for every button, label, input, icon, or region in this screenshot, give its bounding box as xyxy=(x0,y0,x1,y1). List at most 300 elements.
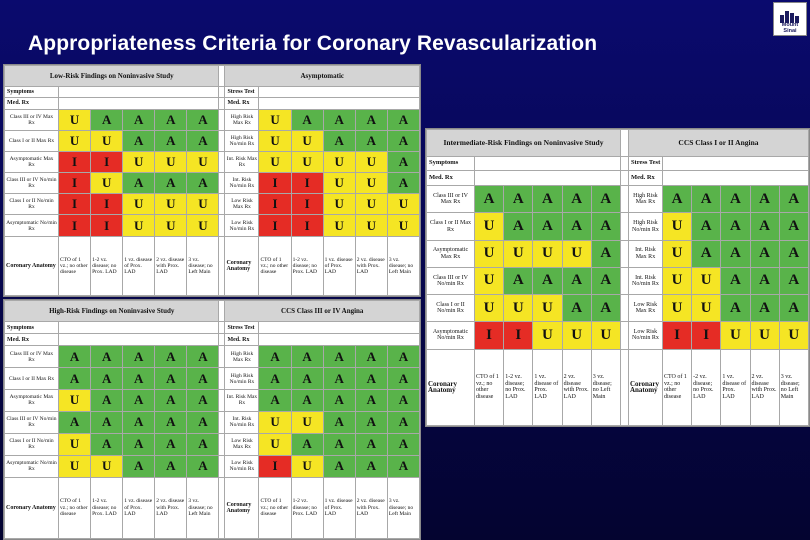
row-label: Class III or IV Max Rx xyxy=(427,186,475,213)
spacer-cell xyxy=(620,295,628,322)
row-label: Class I or II No/min Rx xyxy=(5,194,59,215)
subheader-label: Stress Test xyxy=(628,156,662,171)
rating-cell: A xyxy=(504,186,533,213)
row-label: Low Risk Max Rx xyxy=(225,194,259,215)
spacer-cell xyxy=(620,186,628,213)
rating-cell: I xyxy=(291,194,323,215)
row-label: Int. Risk Max Rx xyxy=(225,152,259,173)
anatomy-column: 1-2 vz. disease; no Prox. LAD xyxy=(91,236,123,295)
rating-cell: A xyxy=(721,213,750,240)
row-label: Low Risk No/min Rx xyxy=(225,455,259,477)
table-row xyxy=(427,322,809,349)
row-label: Class I or II No/min Rx xyxy=(427,295,475,322)
rating-cell: U xyxy=(504,240,533,267)
rating-cell: U xyxy=(692,267,721,294)
anatomy-column: 1-2 vz. disease; no Prox. LAD xyxy=(91,477,123,538)
rating-cell: A xyxy=(387,152,419,173)
rating-cell: A xyxy=(91,368,123,390)
subheader-row xyxy=(5,86,420,98)
header-row xyxy=(5,66,420,87)
rating-cell: A xyxy=(91,109,123,130)
rating-cell: I xyxy=(662,322,691,349)
row-label: High Risk No/min Rx xyxy=(628,213,662,240)
rating-cell: U xyxy=(59,433,91,455)
anatomy-column: 1 vz. disease of Prox. LAD xyxy=(123,236,155,295)
rating-cell: A xyxy=(259,346,291,368)
rating-cell: A xyxy=(721,267,750,294)
rating-cell: A xyxy=(187,346,219,368)
anatomy-column: CTO of 1 vz.; no other disease xyxy=(59,477,91,538)
rating-cell: U xyxy=(387,194,419,215)
rating-cell: I xyxy=(504,322,533,349)
left-section-header: High-Risk Findings on Noninvasive Study xyxy=(5,301,219,322)
rating-cell: A xyxy=(323,109,355,130)
rating-cell: U xyxy=(750,322,779,349)
rating-cell: A xyxy=(387,346,419,368)
row-label: Asymptomatic Max Rx xyxy=(5,152,59,173)
rating-cell: A xyxy=(692,240,721,267)
rating-cell: A xyxy=(323,368,355,390)
subheader-row xyxy=(5,98,420,110)
rating-cell: I xyxy=(91,194,123,215)
row-label: Asymptomatic No/min Rx xyxy=(5,215,59,236)
rating-cell: U xyxy=(662,267,691,294)
rating-cell: A xyxy=(59,368,91,390)
rating-cell: U xyxy=(323,194,355,215)
rating-cell: U xyxy=(779,322,808,349)
subheader-label: Symptoms xyxy=(5,86,59,98)
row-label: Int. Risk No/min Rx xyxy=(628,267,662,294)
rating-cell: U xyxy=(475,295,504,322)
row-label: High Risk No/min Rx xyxy=(225,130,259,151)
rating-cell: U xyxy=(123,215,155,236)
anatomy-column: 1-2 vz. disease; no Prox. LAD xyxy=(291,236,323,295)
rating-cell: A xyxy=(750,213,779,240)
coronary-anatomy-label: Coronary Anatomy xyxy=(225,236,259,295)
rating-cell: U xyxy=(355,173,387,194)
rating-cell: U xyxy=(355,194,387,215)
rating-cell: A xyxy=(91,411,123,433)
rating-cell: U xyxy=(59,455,91,477)
row-label: Int. Risk No/min Rx xyxy=(225,411,259,433)
rating-cell: A xyxy=(155,455,187,477)
rating-cell: A xyxy=(155,109,187,130)
subheader-row xyxy=(5,334,420,346)
rating-cell: A xyxy=(387,368,419,390)
rating-cell: A xyxy=(591,186,620,213)
blank-cell xyxy=(259,86,420,98)
rating-cell: A xyxy=(355,109,387,130)
header-row xyxy=(5,301,420,322)
anatomy-column: 2 vz. disease with Prox. LAD xyxy=(155,236,187,295)
rating-cell: A xyxy=(692,186,721,213)
anatomy-column: 1 vz. disease of Prox. LAD xyxy=(533,349,562,425)
rating-cell: U xyxy=(155,215,187,236)
blank-cell xyxy=(259,98,420,110)
left-section-header: Intermediate-Risk Findings on Noninvasive Study xyxy=(427,130,621,157)
rating-cell: A xyxy=(662,186,691,213)
rating-cell: A xyxy=(323,455,355,477)
rating-cell: A xyxy=(355,346,387,368)
table-row xyxy=(5,173,420,194)
rating-cell: A xyxy=(750,267,779,294)
spacer-cell xyxy=(620,240,628,267)
row-label: High Risk Max Rx xyxy=(628,186,662,213)
rating-cell: U xyxy=(355,215,387,236)
rating-cell: A xyxy=(291,389,323,411)
blank-cell xyxy=(59,322,219,334)
rating-cell: A xyxy=(123,433,155,455)
right-section-header: CCS Class III or IV Angina xyxy=(225,301,420,322)
row-label: High Risk No/min Rx xyxy=(225,368,259,390)
rating-cell: U xyxy=(504,295,533,322)
rating-cell: I xyxy=(259,194,291,215)
criteria-table-intermediate-risk xyxy=(426,129,809,426)
table-row xyxy=(5,346,420,368)
rating-cell: A xyxy=(91,389,123,411)
rating-cell: U xyxy=(259,109,291,130)
row-label: Asymptomatic No/min Rx xyxy=(427,322,475,349)
row-label: Int. Risk Max Rx xyxy=(225,389,259,411)
anatomy-column: 3 vz. disease; no Left Main xyxy=(779,349,808,425)
rating-cell: I xyxy=(475,322,504,349)
table-row xyxy=(427,295,809,322)
table-row xyxy=(5,389,420,411)
anatomy-column: CTO of 1 vz.; no other disease xyxy=(662,349,691,425)
footer-row xyxy=(5,477,420,538)
rating-cell: U xyxy=(475,240,504,267)
rating-cell: U xyxy=(291,130,323,151)
rating-cell: U xyxy=(291,152,323,173)
rating-cell: A xyxy=(155,173,187,194)
row-label: High Risk Max Rx xyxy=(225,109,259,130)
rating-cell: A xyxy=(355,389,387,411)
rating-cell: A xyxy=(591,267,620,294)
rating-cell: U xyxy=(187,194,219,215)
rating-cell: U xyxy=(475,213,504,240)
rating-cell: A xyxy=(187,130,219,151)
rating-cell: A xyxy=(533,267,562,294)
rating-cell: I xyxy=(259,455,291,477)
anatomy-column: 2 vz. disease with Prox. LAD xyxy=(355,236,387,295)
rating-cell: A xyxy=(187,389,219,411)
anatomy-column: 1 vz. disease of Prox. LAD xyxy=(123,477,155,538)
anatomy-column: 1-2 vz. disease; no Prox. LAD xyxy=(504,349,533,425)
anatomy-column: 1 vz. disease of Prox. LAD xyxy=(323,477,355,538)
rating-cell: A xyxy=(123,389,155,411)
coronary-anatomy-label: Coronary Anatomy xyxy=(628,349,662,425)
rating-cell: A xyxy=(779,186,808,213)
row-label: Class III or IV No/min Rx xyxy=(5,411,59,433)
table-row xyxy=(5,215,420,236)
rating-cell: U xyxy=(562,240,591,267)
rating-cell: U xyxy=(259,130,291,151)
anatomy-column: CTO of 1 vz.; no other disease xyxy=(475,349,504,425)
spacer-cell xyxy=(620,267,628,294)
row-label: High Risk Max Rx xyxy=(225,346,259,368)
rating-cell: A xyxy=(779,240,808,267)
rating-cell: U xyxy=(323,173,355,194)
table-row xyxy=(5,152,420,173)
blank-cell xyxy=(475,156,621,171)
rating-cell: U xyxy=(123,194,155,215)
blank-cell xyxy=(259,322,420,334)
table-row xyxy=(427,240,809,267)
rating-cell: A xyxy=(291,346,323,368)
rating-cell: I xyxy=(59,194,91,215)
rating-cell: U xyxy=(475,267,504,294)
row-label: Class III or IV No/min Rx xyxy=(427,267,475,294)
rating-cell: A xyxy=(323,411,355,433)
rating-cell: A xyxy=(387,173,419,194)
rating-cell: I xyxy=(59,173,91,194)
blank-cell xyxy=(662,156,808,171)
spacer-cell xyxy=(620,322,628,349)
rating-cell: U xyxy=(355,152,387,173)
rating-cell: A xyxy=(155,433,187,455)
header-row xyxy=(427,130,809,157)
anatomy-column: 1-2 vz. disease; no Prox. LAD xyxy=(291,477,323,538)
table-row xyxy=(427,213,809,240)
subheader-row xyxy=(427,156,809,171)
logo-text-1: Mount xyxy=(781,22,799,28)
row-label: Class I or II Max Rx xyxy=(5,368,59,390)
rating-cell: A xyxy=(291,433,323,455)
subheader-row xyxy=(427,171,809,186)
rating-cell: I xyxy=(59,215,91,236)
subheader-row xyxy=(5,322,420,334)
rating-cell: U xyxy=(91,455,123,477)
rating-cell: A xyxy=(721,186,750,213)
rating-cell: U xyxy=(187,152,219,173)
rating-cell: A xyxy=(123,411,155,433)
rating-cell: A xyxy=(59,346,91,368)
rating-cell: A xyxy=(562,267,591,294)
rating-cell: U xyxy=(291,411,323,433)
table-row xyxy=(5,194,420,215)
spacer-cell xyxy=(620,171,628,186)
rating-cell: U xyxy=(533,240,562,267)
rating-cell: A xyxy=(323,389,355,411)
rating-cell: I xyxy=(91,152,123,173)
rating-cell: A xyxy=(504,213,533,240)
rating-cell: U xyxy=(187,215,219,236)
subheader-label: Med. Rx xyxy=(225,98,259,110)
blank-cell xyxy=(259,334,420,346)
rating-cell: A xyxy=(291,109,323,130)
panel-high-risk xyxy=(3,299,421,540)
rating-cell: A xyxy=(259,368,291,390)
rating-cell: A xyxy=(475,186,504,213)
table-row xyxy=(5,411,420,433)
criteria-table-low-risk xyxy=(4,65,420,296)
row-label: Class III or IV Max Rx xyxy=(5,109,59,130)
coronary-anatomy-label: Coronary Anatomy xyxy=(225,477,259,538)
anatomy-column: 2 vz. disease with Prox. LAD xyxy=(562,349,591,425)
rating-cell: U xyxy=(59,130,91,151)
coronary-anatomy-label: Coronary Anatomy xyxy=(5,236,59,295)
rating-cell: A xyxy=(779,213,808,240)
rating-cell: I xyxy=(259,215,291,236)
anatomy-column: 2 vz. disease with Prox. LAD xyxy=(355,477,387,538)
rating-cell: U xyxy=(662,240,691,267)
rating-cell: A xyxy=(155,346,187,368)
rating-cell: U xyxy=(91,173,123,194)
blank-cell xyxy=(59,334,219,346)
rating-cell: A xyxy=(291,368,323,390)
table-row xyxy=(427,186,809,213)
table-row xyxy=(5,130,420,151)
subheader-label: Med. Rx xyxy=(628,171,662,186)
rating-cell: A xyxy=(692,213,721,240)
rating-cell: U xyxy=(323,152,355,173)
rating-cell: U xyxy=(387,215,419,236)
subheader-label: Stress Test xyxy=(225,86,259,98)
panel-intermediate-risk xyxy=(425,128,810,427)
rating-cell: A xyxy=(355,411,387,433)
row-label: Asymptomatic No/min Rx xyxy=(5,455,59,477)
rating-cell: U xyxy=(259,433,291,455)
subheader-label: Med. Rx xyxy=(5,334,59,346)
rating-cell: A xyxy=(562,186,591,213)
rating-cell: A xyxy=(91,346,123,368)
anatomy-column: 2 vz. disease with Prox. LAD xyxy=(750,349,779,425)
rating-cell: A xyxy=(187,455,219,477)
rating-cell: A xyxy=(323,346,355,368)
rating-cell: A xyxy=(123,368,155,390)
rating-cell: U xyxy=(721,322,750,349)
rating-cell: A xyxy=(123,130,155,151)
rating-cell: U xyxy=(123,152,155,173)
anatomy-column: CTO of 1 vz.; no other disease xyxy=(59,236,91,295)
slide-title: Appropriateness Criteria for Coronary Revascularization xyxy=(28,32,598,55)
rating-cell: A xyxy=(155,130,187,151)
anatomy-column: CTO of 1 vz.; no other disease xyxy=(259,236,291,295)
row-label: Class I or II Max Rx xyxy=(5,130,59,151)
rating-cell: A xyxy=(155,389,187,411)
rating-cell: A xyxy=(533,186,562,213)
rating-cell: A xyxy=(387,389,419,411)
rating-cell: A xyxy=(59,411,91,433)
rating-cell: A xyxy=(155,368,187,390)
anatomy-column: 3 vz. disease; no Left Main xyxy=(187,477,219,538)
rating-cell: A xyxy=(533,213,562,240)
rating-cell: U xyxy=(533,295,562,322)
rating-cell: A xyxy=(591,213,620,240)
table-row xyxy=(5,455,420,477)
row-label: Int. Risk No/min Rx xyxy=(225,173,259,194)
rating-cell: A xyxy=(323,433,355,455)
rating-cell: A xyxy=(123,109,155,130)
rating-cell: U xyxy=(533,322,562,349)
panel-low-risk xyxy=(3,64,421,297)
row-label: Class I or II Max Rx xyxy=(427,213,475,240)
spacer-cell xyxy=(620,156,628,171)
rating-cell: I xyxy=(91,215,123,236)
row-label: Int. Risk Max Rx xyxy=(628,240,662,267)
spacer-cell xyxy=(620,130,628,157)
blank-cell xyxy=(475,171,621,186)
rating-cell: A xyxy=(323,130,355,151)
row-label: Class III or IV Max Rx xyxy=(5,346,59,368)
anatomy-column: -2 vz. disease; no Prox. LAD xyxy=(692,349,721,425)
anatomy-column: 1 vz. disease of Prox. LAD xyxy=(323,236,355,295)
coronary-anatomy-label: Coronary Anatomy xyxy=(5,477,59,538)
left-section-header: Low-Risk Findings on Noninvasive Study xyxy=(5,66,219,87)
anatomy-column: 1 vz. disease of Prox. LAD xyxy=(721,349,750,425)
rating-cell: U xyxy=(692,295,721,322)
anatomy-column: 3 vz. disease; no Left Main xyxy=(187,236,219,295)
blank-cell xyxy=(662,171,808,186)
rating-cell: A xyxy=(387,130,419,151)
row-label: Asymptomatic Max Rx xyxy=(5,389,59,411)
subheader-label: Stress Test xyxy=(225,322,259,334)
rating-cell: A xyxy=(721,295,750,322)
row-label: Asymptomatic Max Rx xyxy=(427,240,475,267)
table-row xyxy=(5,109,420,130)
row-label: Low Risk No/min Rx xyxy=(225,215,259,236)
rating-cell: U xyxy=(155,152,187,173)
rating-cell: U xyxy=(323,215,355,236)
rating-cell: A xyxy=(779,295,808,322)
rating-cell: A xyxy=(721,240,750,267)
anatomy-column: 3 vz. disease; no Left Main xyxy=(591,349,620,425)
rating-cell: A xyxy=(387,411,419,433)
rating-cell: A xyxy=(123,346,155,368)
anatomy-column: 2 vz. disease with Prox. LAD xyxy=(155,477,187,538)
rating-cell: A xyxy=(187,173,219,194)
right-section-header: CCS Class I or II Angina xyxy=(628,130,808,157)
rating-cell: A xyxy=(123,455,155,477)
skyline-icon xyxy=(778,9,802,23)
rating-cell: A xyxy=(187,411,219,433)
rating-cell: A xyxy=(779,267,808,294)
coronary-anatomy-label: Coronary Anatomy xyxy=(427,349,475,425)
rating-cell: A xyxy=(591,295,620,322)
rating-cell: A xyxy=(355,433,387,455)
rating-cell: I xyxy=(692,322,721,349)
rating-cell: A xyxy=(355,368,387,390)
table-row xyxy=(5,433,420,455)
subheader-label: Symptoms xyxy=(427,156,475,171)
rating-cell: U xyxy=(155,194,187,215)
rating-cell: I xyxy=(291,215,323,236)
rating-cell: A xyxy=(504,267,533,294)
rating-cell: A xyxy=(387,455,419,477)
blank-cell xyxy=(59,98,219,110)
table-row xyxy=(427,267,809,294)
rating-cell: I xyxy=(291,173,323,194)
subheader-label: Med. Rx xyxy=(427,171,475,186)
rating-cell: A xyxy=(387,433,419,455)
rating-cell: A xyxy=(562,295,591,322)
criteria-table-high-risk xyxy=(4,300,420,539)
logo-text-2: Sinai xyxy=(783,27,797,34)
rating-cell: U xyxy=(591,322,620,349)
rating-cell: U xyxy=(662,213,691,240)
rating-cell: I xyxy=(259,173,291,194)
right-section-header: Asymptomatic xyxy=(225,66,420,87)
subheader-label: Med. Rx xyxy=(5,98,59,110)
rating-cell: I xyxy=(59,152,91,173)
row-label: Low Risk No/min Rx xyxy=(628,322,662,349)
rating-cell: A xyxy=(591,240,620,267)
rating-cell: U xyxy=(662,295,691,322)
anatomy-column: 3 vz. disease; no Left Main xyxy=(387,236,419,295)
mount-sinai-logo xyxy=(773,2,807,36)
rating-cell: U xyxy=(562,322,591,349)
rating-cell: A xyxy=(187,368,219,390)
